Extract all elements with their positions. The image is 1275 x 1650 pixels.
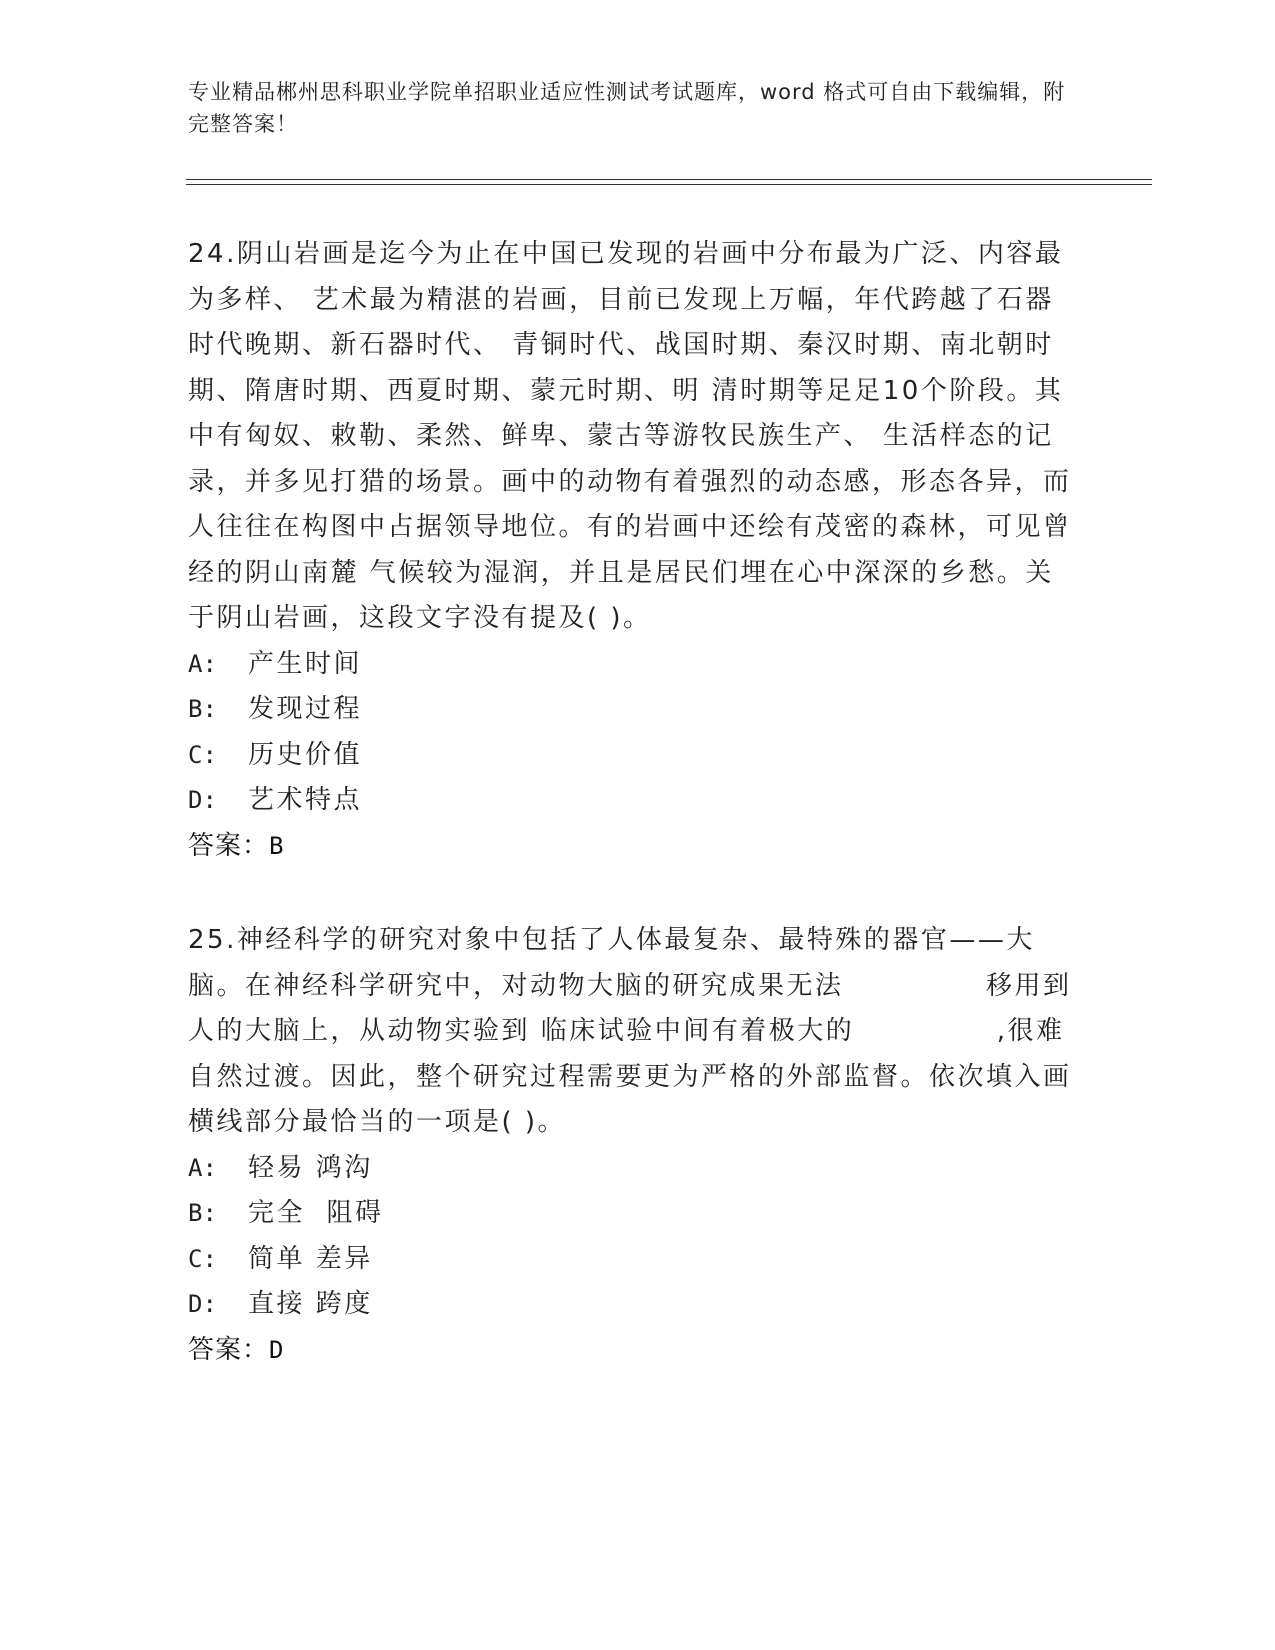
question-stem: 25.神经科学的研究对象中包括了人体最复杂、最特殊的器官——大脑。在神经科学研究中，对动物大脑的研究成果无法 移用到人的大脑上，从动物实验到 临床试验中间有着极大的 ,很难自然过渡。因此，整个研究过程需要更为严格的外部监督。依次填入画横线部分最恰当的一项是( )。	[188, 925, 1072, 1137]
header-divider-bottom	[186, 184, 1152, 185]
option-list	[188, 642, 1073, 824]
answer-label: 答案：	[188, 830, 270, 861]
option-b	[188, 687, 1073, 733]
option-list	[188, 1146, 1073, 1328]
option-text: 艺术特点	[248, 785, 363, 815]
option-d	[188, 1282, 1073, 1328]
option-letter: B:	[188, 695, 217, 723]
option-letter: D:	[188, 1290, 217, 1318]
option-b	[188, 1191, 1073, 1237]
question-25	[188, 918, 1073, 1373]
option-a	[188, 1146, 1073, 1192]
option-a	[188, 642, 1073, 688]
option-d	[188, 778, 1073, 824]
answer-label: 答案：	[188, 1334, 270, 1365]
option-letter: D:	[188, 786, 217, 814]
option-text: 产生时间	[248, 648, 363, 679]
option-text: 直接 跨度	[248, 1289, 373, 1319]
question-stem: 24.阴山岩画是迄今为止在中国已发现的岩画中分布最为广泛、内容最为多样、 艺术最为精湛的岩画，目前已发现上万幅，年代跨越了石器时代晚期、新石器时代、 青铜时代、战国时期、秦汉时期、南北朝时期、隋唐时期、西夏时期、蒙元时期、明 清时期等足足10个阶段。其中有匈奴、敕勒、柔然、鲜卑、蒙古等游牧民族生产、 生活样态的记录，并多见打猎的场景。画中的动物有着强烈的动态感，形态各异，而 人往往在构图中占据领导地位。有的岩画中还绘有茂密的森林，可见曾经的阴山南麓 气候较为湿润，并且是居民们埋在心中深深的乡愁。关于阴山岩画，这段文字没有提及( )。	[188, 239, 1072, 633]
option-letter: C:	[188, 1244, 217, 1273]
option-letter: A:	[188, 649, 217, 678]
answer-value: B	[269, 831, 285, 860]
page-header-text: 专业精品郴州思科职业学院单招职业适应性测试考试题库，word 格式可自由下载编辑，附完整答案！	[188, 80, 1066, 136]
option-text: 发现过程	[248, 694, 363, 724]
answer-line	[188, 1328, 1073, 1374]
answer-line	[188, 824, 1073, 870]
header-divider-top	[186, 179, 1152, 180]
option-text: 简单 差异	[248, 1243, 373, 1274]
option-letter: B:	[188, 1199, 217, 1227]
option-text: 完全 阻碍	[248, 1198, 384, 1228]
option-c	[188, 733, 1073, 779]
option-text: 历史价值	[248, 739, 363, 770]
option-letter: A:	[188, 1153, 217, 1182]
option-letter: C:	[188, 740, 217, 769]
option-text: 轻易 鸿沟	[248, 1152, 373, 1183]
answer-value: D	[269, 1335, 285, 1364]
question-24	[188, 232, 1073, 869]
option-c	[188, 1237, 1073, 1283]
